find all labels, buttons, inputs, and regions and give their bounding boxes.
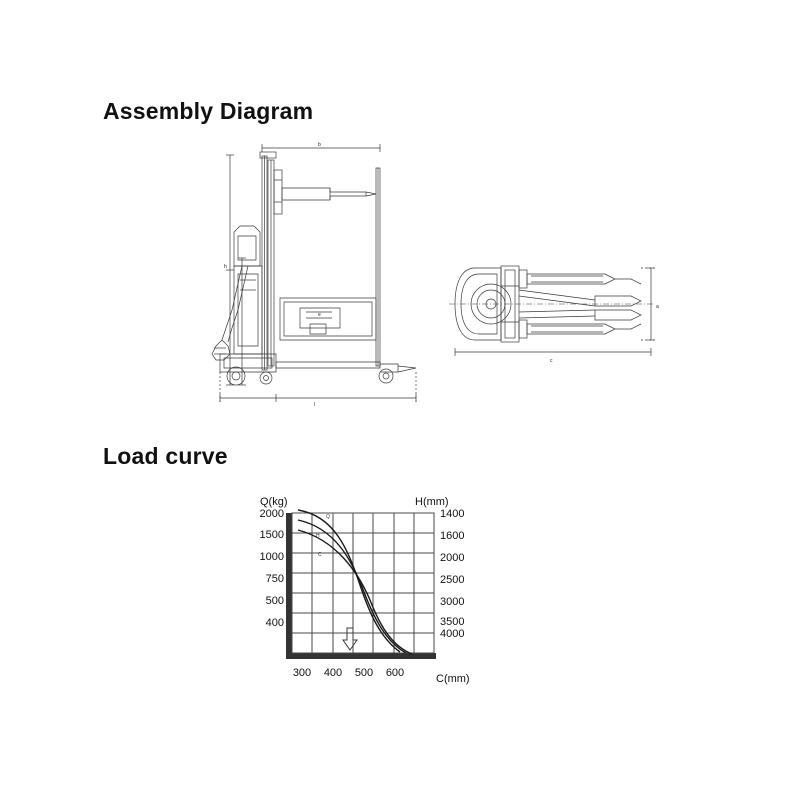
y-right-tick-6: 4000 bbox=[440, 628, 465, 640]
y-right-tick-2: 2000 bbox=[440, 552, 465, 564]
page-title-load-curve: Load curve bbox=[103, 443, 228, 469]
y-right-tick-0: 1400 bbox=[440, 508, 465, 520]
y-left-ticks bbox=[260, 508, 284, 629]
curve-annotation-c: C bbox=[318, 552, 322, 558]
dim-label-c: c bbox=[550, 358, 553, 364]
y-left-tick-0: 2000 bbox=[259, 508, 284, 520]
y-right-ticks bbox=[440, 508, 464, 640]
dim-label-h: h bbox=[224, 264, 227, 270]
x-axis-label: C(mm) bbox=[436, 673, 470, 685]
curve-annotation-q: Q bbox=[326, 514, 330, 520]
dim-label-b: b bbox=[318, 142, 321, 148]
y-left-tick-2: 1000 bbox=[259, 551, 284, 563]
dim-label-a: a bbox=[656, 304, 659, 310]
y-axis-left-label: Q(kg) bbox=[260, 496, 288, 508]
y-left-tick-1: 1500 bbox=[259, 529, 284, 541]
curve-annotation-h: H bbox=[316, 533, 320, 539]
y-right-tick-1: 1600 bbox=[440, 530, 465, 542]
page-title-assembly: Assembly Diagram bbox=[103, 98, 314, 124]
x-ticks bbox=[293, 667, 404, 679]
assembly-diagram-svg bbox=[180, 140, 680, 420]
grid-lines bbox=[292, 513, 434, 653]
x-tick-2: 500 bbox=[354, 667, 374, 679]
load-curve-chart bbox=[240, 480, 540, 695]
y-left-tick-5: 400 bbox=[265, 617, 284, 629]
y-axis-right-label: H(mm) bbox=[415, 496, 449, 508]
dim-label-l: l bbox=[314, 402, 316, 408]
assembly-diagram bbox=[180, 140, 680, 420]
y-right-tick-4: 3000 bbox=[440, 596, 465, 608]
top-view-group bbox=[449, 266, 655, 356]
y-right-tick-5: 3500 bbox=[440, 616, 465, 628]
dim-label-e: e bbox=[318, 312, 321, 318]
side-view-group bbox=[212, 144, 416, 402]
x-tick-3: 600 bbox=[385, 667, 405, 679]
x-tick-0: 300 bbox=[292, 667, 312, 679]
y-left-tick-4: 500 bbox=[265, 595, 284, 607]
y-right-tick-3: 2500 bbox=[440, 574, 465, 586]
y-left-tick-3: 750 bbox=[265, 573, 284, 585]
load-curve-svg bbox=[240, 480, 540, 695]
x-tick-1: 400 bbox=[323, 667, 343, 679]
